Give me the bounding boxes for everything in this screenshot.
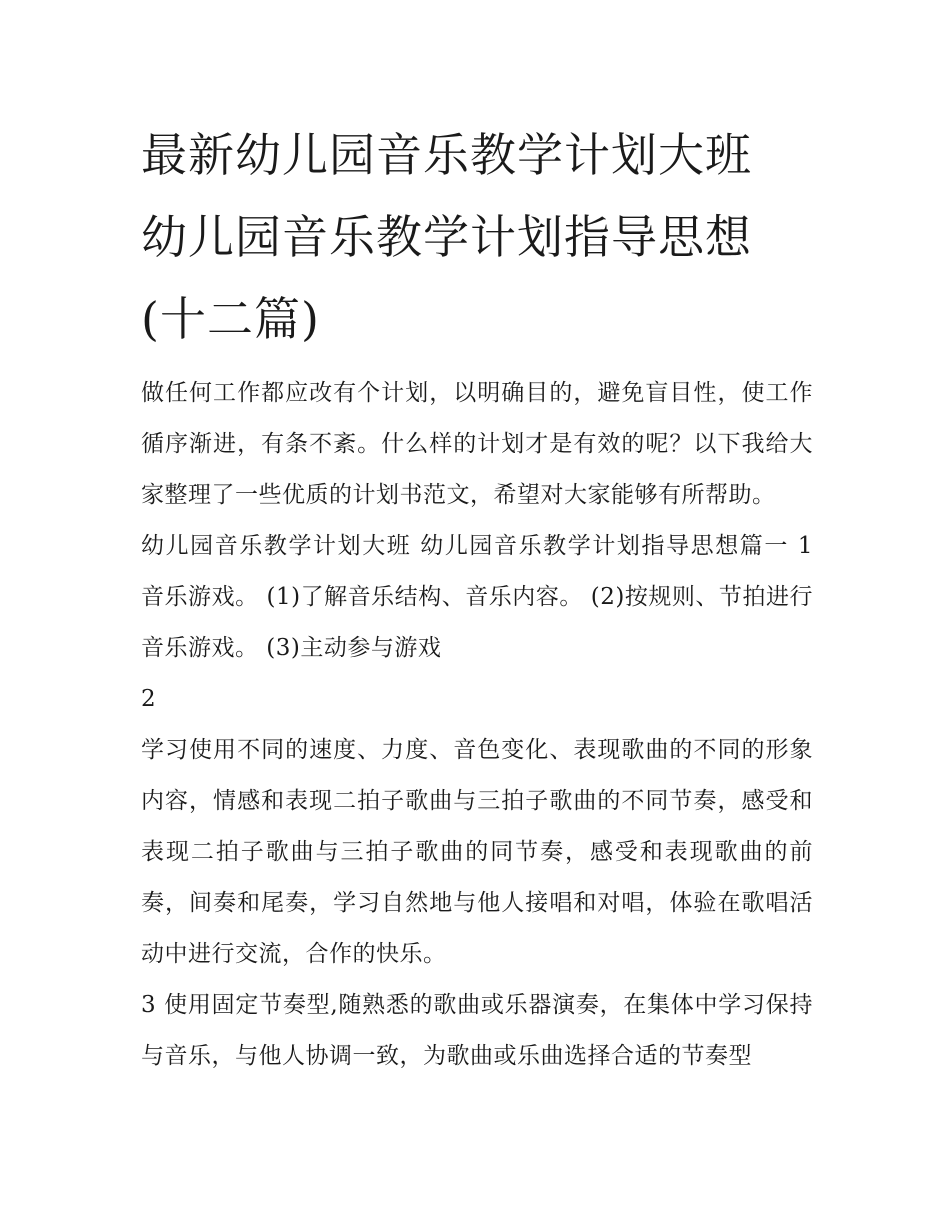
section-one-paragraph: 幼儿园音乐教学计划大班 幼儿园音乐教学计划指导思想篇一 1 音乐游戏。 (1)了解音乐结构、音乐内容。 (2)按规则、节拍进行音乐游戏。 (3)主动参与游戏 (141, 533, 813, 661)
item-three-paragraph: 3 使用固定节奏型,随熟悉的歌曲或乐器演奏，在集体中学习保持与音乐，与他人协调一致，为歌曲或乐曲选择合适的节奏型 (141, 992, 813, 1069)
item-two-paragraph: 学习使用不同的速度、力度、音色变化、表现歌曲的不同的形象内容，情感和表现二拍子歌曲与三拍子歌曲的不同节奏，感受和表现二拍子歌曲与三拍子歌曲的同节奏，感受和表现歌曲的前奏，间奏和尾奏，学习自然地与他人接唱和对唱，体验在歌唱活动中进行交流，合作的快乐。 (141, 737, 813, 967)
item-number: 2 (141, 686, 157, 712)
intro-paragraph: 做任何工作都应改有个计划，以明确目的，避免盲目性，使工作循序渐进，有条不紊。什么样的计划才是有效的呢？以下我给大家整理了一些优质的计划书范文，希望对大家能够有所帮助。 (141, 380, 813, 508)
document-title: 最新幼儿园音乐教学计划大班 幼儿园音乐教学计划指导思想(十二篇) (141, 128, 752, 346)
document-body (141, 114, 813, 1082)
